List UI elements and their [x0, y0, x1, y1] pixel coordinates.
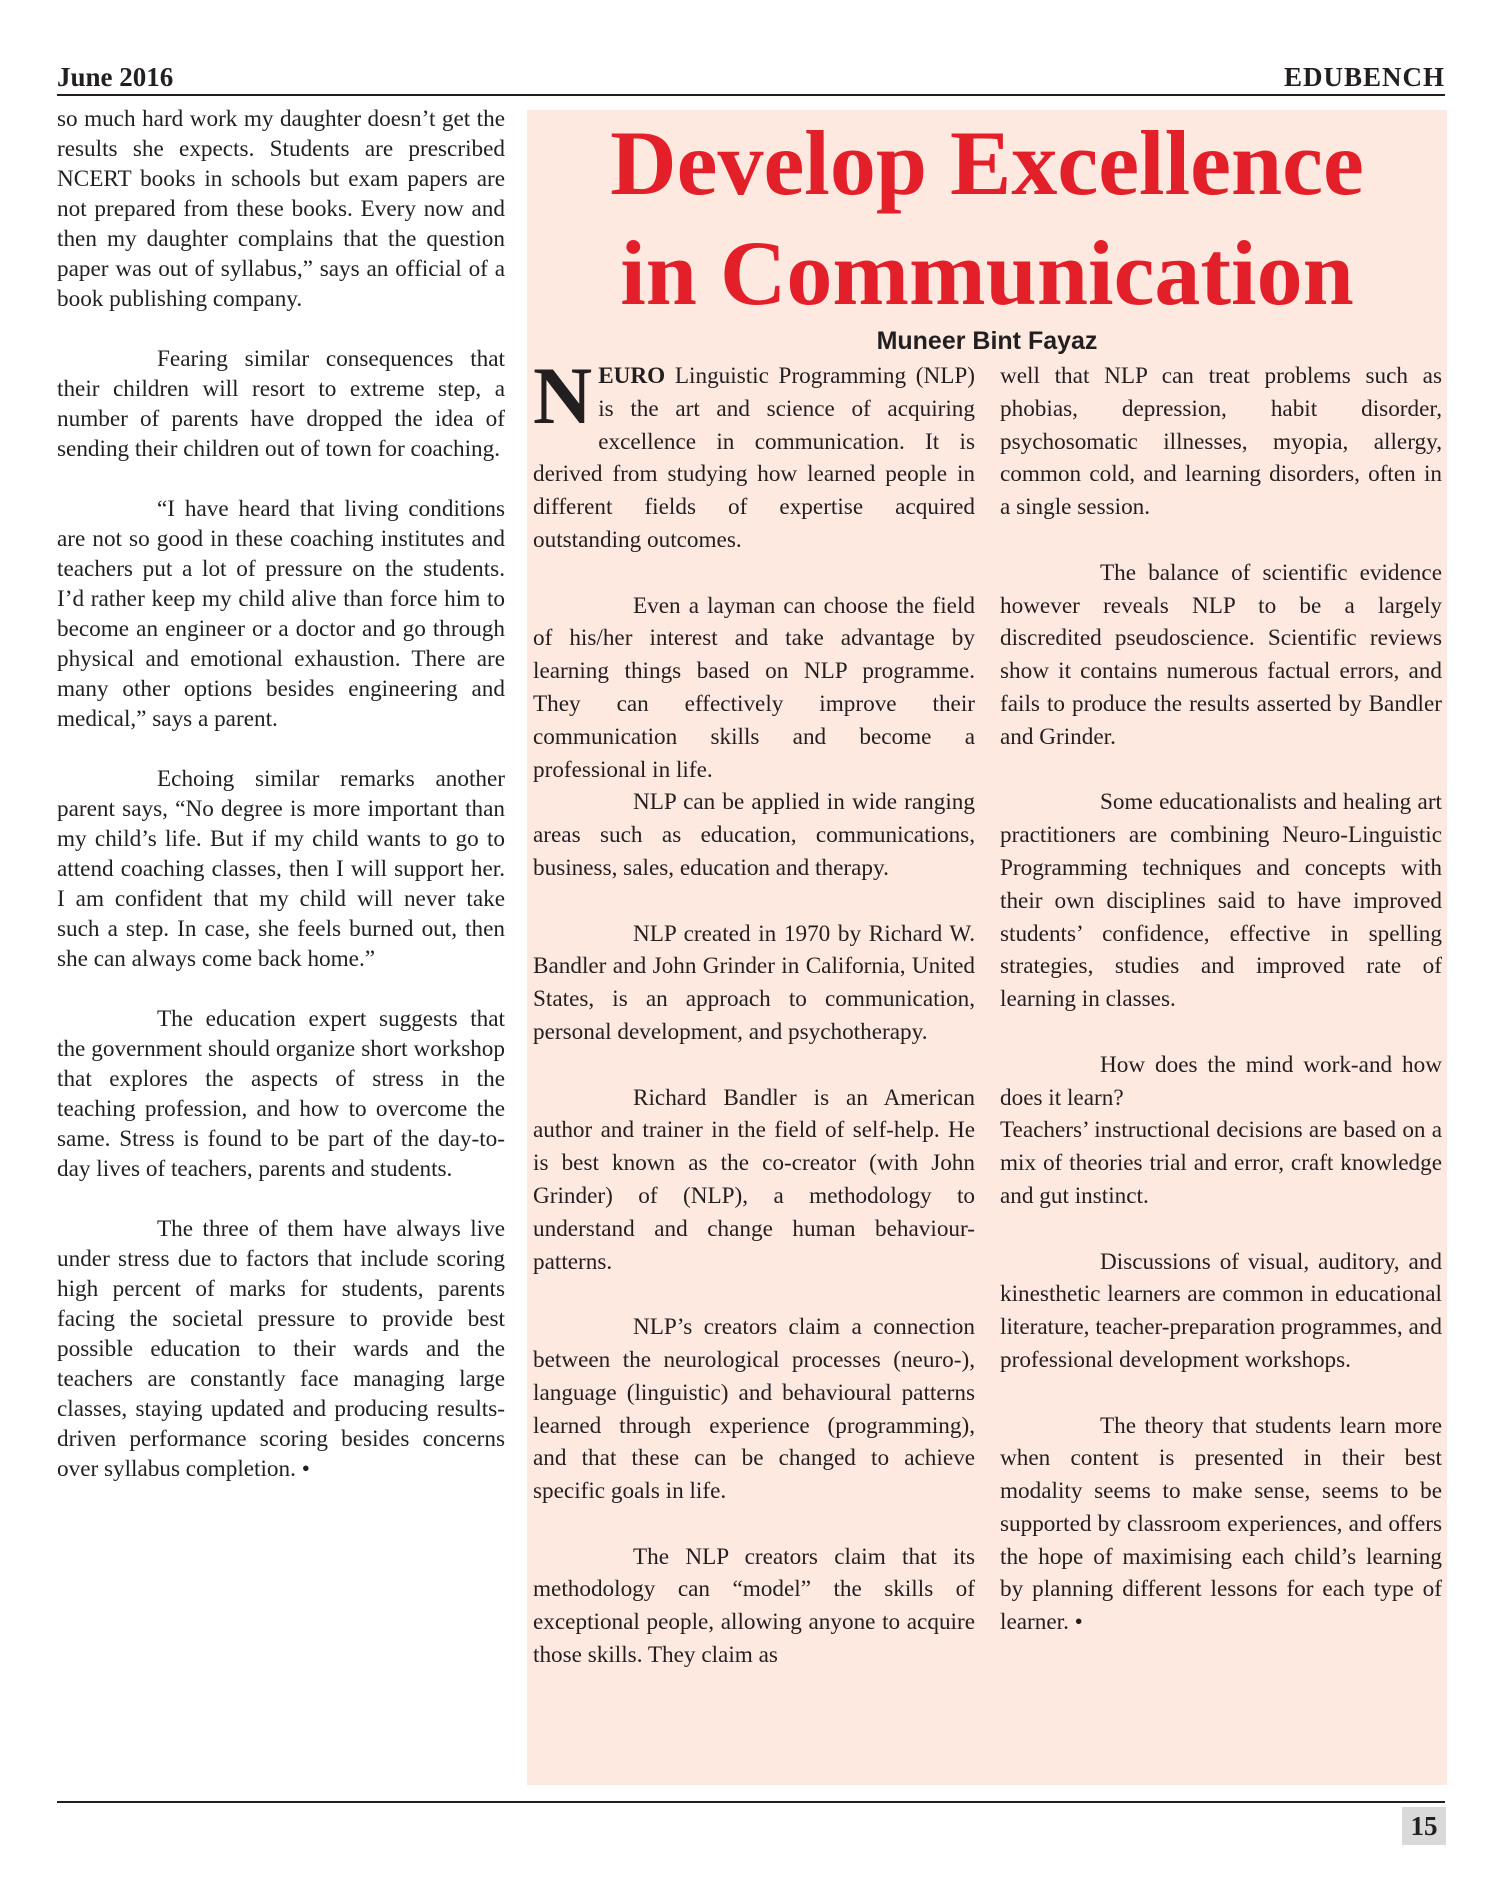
- right-paragraph-2: The balance of scientific evidence however reveals NLP to be a largely discredited pseudoscience. Scientific reviews show it contains numerous factual errors, and fails to produce the results asserted by Bandler and Grinder.: [1000, 559, 1442, 750]
- left-column: [57, 104, 505, 1514]
- issue-date: June 2016: [57, 62, 174, 92]
- middle-paragraph-3: NLP created in 1970 by Richard W. Bandler and John Grinder in California, United States, is an approach to communication, personal development, and psychotherapy.: [533, 920, 975, 1045]
- lead-word: EURO: [598, 363, 666, 389]
- left-paragraph-5: The education expert suggests that the government should organize short workshop that explores the aspects of stress in the teaching profession, and how to overcome the same. Stress is found to be part of the day-to-day lives of teachers, parents and students.: [57, 1006, 505, 1182]
- middle-paragraph-5: NLP’s creators claim a connection between the neurological processes (neuro-), language (linguistic) and behavioural patterns learned through experience (programming), and that these can be changed to achieve specific goals in life.: [533, 1314, 975, 1505]
- right-paragraph-1: well that NLP can treat problems such as phobias, depression, habit disorder, psychosomatic illnesses, myopia, allergy, common cold, and learning disorders, often in a single session.: [1000, 363, 1442, 521]
- drop-cap: N: [533, 350, 593, 441]
- right-paragraph-5: Discussions of visual, auditory, and kinesthetic learners are common in educational literature, teacher-preparation programmes, and professional development workshops.: [1000, 1248, 1442, 1373]
- page-header: [57, 62, 1445, 96]
- right-paragraph-6: The theory that students learn more when content is presented in their best modality seems to make sense, seems to be supported by classroom experiences, and offers the hope of maximising each child’s learning by planning different lessons for each type of learner. •: [1000, 1412, 1442, 1636]
- article-column-right: [1000, 360, 1442, 1672]
- magazine-name: EDUBENCH: [1283, 62, 1445, 92]
- article-title: [527, 108, 1447, 328]
- left-paragraph-1: so much hard work my daughter doesn’t get the results she expects. Students are prescribed NCERT books in schools but exam papers are not prepared from these books. Every now and then my daughter complains that the question paper was out of syllabus,” says an official of a book publishing company.: [57, 106, 505, 312]
- article-intro-paragraph: [533, 350, 975, 557]
- middle-paragraph-2: NLP can be applied in wide ranging areas such as education, communications, business, sales, education and therapy.: [533, 789, 975, 881]
- right-subheading: How does the mind work-and how does it learn?: [1000, 1051, 1442, 1111]
- right-paragraph-4: Teachers’ instructional decisions are based on a mix of theories trial and error, craft knowledge and gut instinct.: [1000, 1117, 1442, 1209]
- title-line-1: Develop Excellence: [610, 112, 1364, 214]
- page-number: 15: [1402, 1807, 1446, 1845]
- left-paragraph-4: Echoing similar remarks another parent says, “No degree is more important than my child’s life. But if my child wants to go to attend coaching classes, then I will support her. I am confident that my child will never take such a step. In case, she feels burned out, then she can always come back home.”: [57, 766, 505, 972]
- article-column-middle: [533, 350, 975, 1705]
- left-paragraph-2: Fearing similar consequences that their children will resort to extreme step, a number of parents have dropped the idea of sending their children out of town for coaching.: [57, 346, 505, 462]
- middle-paragraph-6: The NLP creators claim that its methodology can “model” the skills of exceptional people, allowing anyone to acquire those skills. They claim as: [533, 1543, 975, 1669]
- left-paragraph-3: “I have heard that living conditions are not so good in these coaching institutes and teachers put a lot of pressure on the students. I’d rather keep my child alive than force him to become an engineer or a doctor and go through physical and emotional exhaustion. There are many other options besides engineering and medical,” says a parent.: [57, 496, 505, 732]
- footer-divider: [57, 1801, 1445, 1803]
- left-paragraph-6: The three of them have always live under stress due to factors that include scoring high percent of marks for students, parents facing the societal pressure to provide best possible education to their wards and the teachers are constantly face managing large classes, staying updated and producing results-driven performance scoring besides concerns over syllabus completion. •: [57, 1216, 505, 1482]
- middle-paragraph-4: Richard Bandler is an American author and trainer in the field of self-help. He is best known as the co-creator (with John Grinder) of (NLP), a methodology to understand and change human behaviour-patterns.: [533, 1084, 975, 1275]
- title-line-2: in Communication: [620, 222, 1354, 324]
- right-paragraph-3: Some educationalists and healing art practitioners are combining Neuro-Linguistic Programming techniques and concepts with their own disciplines said to have improved students’ confidence, effective in spelling strategies, studies and improved rate of learning in classes.: [1000, 789, 1442, 1013]
- author-byline: Muneer Bint Fayaz: [876, 327, 1098, 355]
- middle-paragraph-1: Even a layman can choose the field of his/her interest and take advantage by learning things based on NLP programme. They can effectively improve their communication skills and become a professional in life.: [533, 592, 975, 783]
- intro-text: Linguistic Programming (NLP) is the art and science of acquiring excellence in communication. It is derived from studying how learned people in different fields of expertise acquired outstanding outcomes.: [533, 363, 975, 553]
